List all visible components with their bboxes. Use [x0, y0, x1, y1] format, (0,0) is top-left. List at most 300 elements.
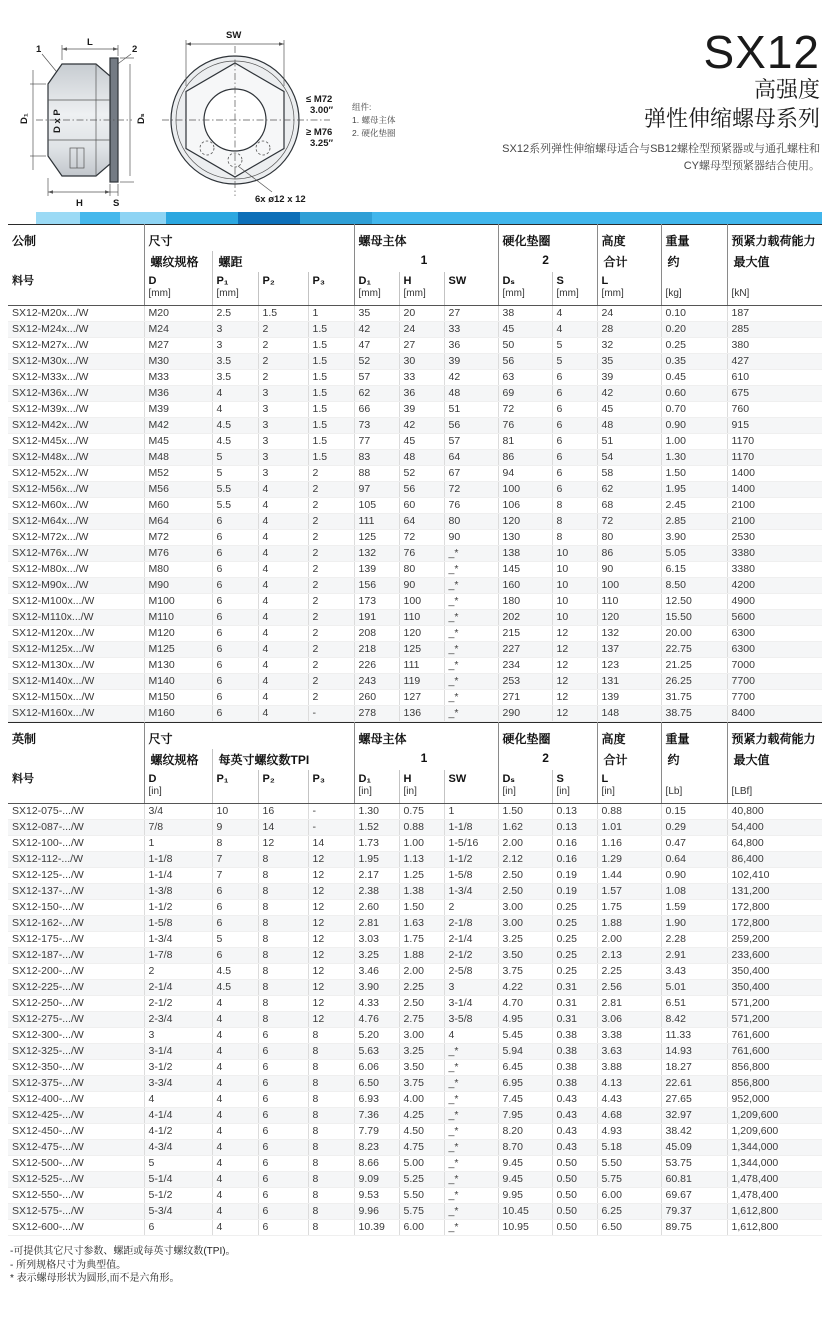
table-cell: M64	[144, 514, 212, 530]
table-cell: SX12-M36x.../W	[8, 386, 144, 402]
col-D: D [mm]	[144, 272, 212, 306]
table-cell: 4	[258, 578, 308, 594]
table-cell: 63	[498, 370, 552, 386]
table-cell: 32.97	[661, 1108, 727, 1124]
table-cell: 1.5	[308, 322, 354, 338]
table-cell: 8	[258, 868, 308, 884]
title-block	[425, 0, 830, 212]
table-cell: 2530	[727, 530, 822, 546]
table-cell: 4.68	[597, 1108, 661, 1124]
table-cell: 106	[498, 498, 552, 514]
table-cell: 1.50	[661, 466, 727, 482]
table-cell: 8	[552, 514, 597, 530]
table-cell: 69.67	[661, 1188, 727, 1204]
table-cell: 111	[399, 658, 444, 674]
table-cell: 3.46	[354, 964, 399, 980]
table-row	[8, 594, 822, 610]
table-cell: 2	[308, 594, 354, 610]
table-cell: 14	[258, 820, 308, 836]
table-cell: 0.90	[661, 868, 727, 884]
table-cell: 2	[258, 354, 308, 370]
table-cell: SX12-375-.../W	[8, 1076, 144, 1092]
footnote-1: -可提供其它尺寸参数、螺距或每英寸螺纹数(TPI)。	[10, 1246, 236, 1257]
table-row	[8, 852, 822, 868]
table-cell: 3-1/4	[144, 1044, 212, 1060]
table-cell: 4-1/4	[144, 1108, 212, 1124]
table-cell: 76	[399, 546, 444, 562]
col-D: D [in]	[144, 770, 212, 804]
table-cell: 111	[354, 514, 399, 530]
table-cell: 6.93	[354, 1092, 399, 1108]
table-cell: 2	[308, 482, 354, 498]
table-cell: _*	[444, 1124, 498, 1140]
table-cell: 1.5	[308, 434, 354, 450]
col-D1: D₁ [mm]	[354, 272, 399, 306]
table-cell: 7.45	[498, 1092, 552, 1108]
table-cell: 24	[399, 322, 444, 338]
table-cell: 5	[212, 932, 258, 948]
sub-approx: 约	[661, 251, 727, 272]
table-cell: 72	[399, 530, 444, 546]
table-cell: _*	[444, 1092, 498, 1108]
table-cell: 136	[399, 706, 444, 722]
table-cell: 0.47	[661, 836, 727, 852]
table-cell: 51	[444, 402, 498, 418]
table-cell: 4	[212, 1012, 258, 1028]
table-row	[8, 1140, 822, 1156]
table-row	[8, 1076, 822, 1092]
callout-1-label: 1	[36, 44, 42, 55]
table-cell: 6	[212, 626, 258, 642]
dim-H-label: H	[76, 198, 83, 209]
table-cell: 4	[212, 1220, 258, 1236]
table-cell: 1.5	[308, 402, 354, 418]
table-cell: 856,800	[727, 1076, 822, 1092]
table-cell: 12	[308, 916, 354, 932]
table-cell: 4.5	[212, 964, 258, 980]
table-cell: SX12-M125x.../W	[8, 642, 144, 658]
table-cell: 10.39	[354, 1220, 399, 1236]
table-cell: M80	[144, 562, 212, 578]
col-Ds: Dₛ [mm]	[498, 272, 552, 306]
table-cell: 8	[258, 948, 308, 964]
table-cell: 8.70	[498, 1140, 552, 1156]
table-cell: 47	[354, 338, 399, 354]
table-row	[8, 450, 822, 466]
table-cell: 120	[597, 610, 661, 626]
table-cell: 6	[212, 594, 258, 610]
table-cell: -	[308, 804, 354, 820]
table-cell: 0.50	[552, 1220, 597, 1236]
table-cell: 80	[444, 514, 498, 530]
side-view	[19, 37, 147, 209]
table-cell: 9.09	[354, 1172, 399, 1188]
table-cell: 125	[354, 530, 399, 546]
table-cell: 3	[144, 1028, 212, 1044]
table-cell: 15.50	[661, 610, 727, 626]
table-cell: SX12-M30x.../W	[8, 354, 144, 370]
table-cell: 56	[444, 418, 498, 434]
table-cell: SX12-M48x.../W	[8, 450, 144, 466]
table-cell: 610	[727, 370, 822, 386]
table-cell: 5.75	[597, 1172, 661, 1188]
table-cell: 94	[498, 466, 552, 482]
table-row	[8, 1012, 822, 1028]
table-cell: 6.06	[354, 1060, 399, 1076]
table-cell: 4.33	[354, 996, 399, 1012]
table-cell: 1.13	[399, 852, 444, 868]
sub-thread-spec: 螺纹规格	[144, 749, 212, 770]
table-cell: 54,400	[727, 820, 822, 836]
table-cell: 5.5	[212, 498, 258, 514]
table-cell: _*	[444, 610, 498, 626]
table-cell: 9.45	[498, 1172, 552, 1188]
table-cell: 10	[212, 804, 258, 820]
table-cell: 10.95	[498, 1220, 552, 1236]
table-cell: 130	[498, 530, 552, 546]
table-cell: SX12-112-.../W	[8, 852, 144, 868]
table-cell: 4	[258, 514, 308, 530]
table-cell: M60	[144, 498, 212, 514]
table-cell: 2	[308, 530, 354, 546]
sub-total: 合计	[597, 251, 661, 272]
table-cell: 2	[308, 578, 354, 594]
table-cell: 4	[258, 546, 308, 562]
table-cell: -	[308, 706, 354, 722]
table-cell: 2.17	[354, 868, 399, 884]
table-row	[8, 530, 822, 546]
table-cell: 259,200	[727, 932, 822, 948]
table-cell: 6	[212, 884, 258, 900]
holes-note: 6x ø12 x 12	[255, 194, 306, 205]
table-cell: 2.5	[212, 306, 258, 322]
table-cell: 48	[444, 386, 498, 402]
table-cell: 4	[258, 562, 308, 578]
imperial-table-body	[8, 804, 822, 1236]
table-cell: 1400	[727, 482, 822, 498]
table-cell: SX12-475-.../W	[8, 1140, 144, 1156]
table-row	[8, 804, 822, 820]
table-cell: 119	[399, 674, 444, 690]
table-cell: 1-1/2	[444, 852, 498, 868]
table-cell: 1.01	[597, 820, 661, 836]
table-cell: 0.15	[661, 804, 727, 820]
table-row	[8, 386, 822, 402]
table-cell: 12	[308, 868, 354, 884]
table-cell: SX12-M72x.../W	[8, 530, 144, 546]
table-cell: 380	[727, 338, 822, 354]
table-cell: 139	[597, 690, 661, 706]
size-note-ge: ≥ M76	[306, 127, 333, 138]
size-note-le-inch: 3.00″	[310, 105, 334, 116]
table-row	[8, 1172, 822, 1188]
col-P1: P₁ [mm]	[212, 272, 258, 306]
table-cell: 253	[498, 674, 552, 690]
table-cell: 52	[399, 466, 444, 482]
table-cell: 202	[498, 610, 552, 626]
table-cell: 2.28	[661, 932, 727, 948]
table-cell: 27	[399, 338, 444, 354]
table-row	[8, 658, 822, 674]
table-cell: 8	[258, 900, 308, 916]
table-cell: 6	[258, 1172, 308, 1188]
table-cell: 68	[597, 498, 661, 514]
table-cell: 285	[727, 322, 822, 338]
table-cell: 8	[308, 1140, 354, 1156]
table-cell: 76	[498, 418, 552, 434]
table-cell: M120	[144, 626, 212, 642]
table-cell: 6.00	[597, 1188, 661, 1204]
table-cell: 2.50	[498, 868, 552, 884]
table-cell: _*	[444, 578, 498, 594]
table-cell: 1.30	[661, 450, 727, 466]
table-cell: 60.81	[661, 1172, 727, 1188]
table-cell: 5	[212, 466, 258, 482]
table-cell: 100	[597, 578, 661, 594]
table-row	[8, 370, 822, 386]
table-cell: 2.12	[498, 852, 552, 868]
col-kN: [kN]	[727, 272, 822, 306]
table-cell: M42	[144, 418, 212, 434]
table-cell: 6	[258, 1108, 308, 1124]
col-S: S [mm]	[552, 272, 597, 306]
table-cell: SX12-600-.../W	[8, 1220, 144, 1236]
legend-item-1: 1. 螺母主体	[352, 115, 396, 125]
table-cell: 12	[308, 948, 354, 964]
table-cell: 8	[308, 1108, 354, 1124]
subtitle-line1: 高强度	[753, 77, 820, 103]
table-cell: 3	[258, 386, 308, 402]
table-cell: SX12-M160x.../W	[8, 706, 144, 722]
table-cell: 54	[597, 450, 661, 466]
table-cell: _*	[444, 1108, 498, 1124]
table-cell: 1.57	[597, 884, 661, 900]
table-cell: _*	[444, 1188, 498, 1204]
table-cell: 8	[258, 1012, 308, 1028]
table-cell: 0.35	[661, 354, 727, 370]
table-cell: SX12-M120x.../W	[8, 626, 144, 642]
table-cell: 20.00	[661, 626, 727, 642]
group-preload: 预紧力载荷能力	[727, 723, 822, 750]
table-row	[8, 626, 822, 642]
col-partno: 料号	[8, 272, 144, 306]
table-cell: 4	[444, 1028, 498, 1044]
table-cell: 3.63	[597, 1044, 661, 1060]
table-row	[8, 1204, 822, 1220]
table-cell: 0.38	[552, 1028, 597, 1044]
table-row	[8, 434, 822, 450]
table-cell: 0.43	[552, 1092, 597, 1108]
table-row	[8, 1060, 822, 1076]
table-cell: 3-5/8	[444, 1012, 498, 1028]
table-cell: 1.59	[661, 900, 727, 916]
table-cell: 86	[597, 546, 661, 562]
table-cell: M130	[144, 658, 212, 674]
table-cell: _*	[444, 1220, 498, 1236]
col-P1: P₁	[212, 770, 258, 804]
table-cell: 6	[258, 1140, 308, 1156]
table-cell: SX12-325-.../W	[8, 1044, 144, 1060]
table-cell: 2.81	[597, 996, 661, 1012]
table-cell: 2-1/2	[144, 996, 212, 1012]
table-cell: 8	[258, 884, 308, 900]
table-cell: M56	[144, 482, 212, 498]
table-cell: 5.50	[399, 1188, 444, 1204]
table-cell: 6	[258, 1060, 308, 1076]
table-cell: 2-1/4	[144, 980, 212, 996]
table-row	[8, 498, 822, 514]
table-cell: 64	[444, 450, 498, 466]
table-cell: 4	[258, 482, 308, 498]
table-cell: 6	[552, 370, 597, 386]
table-cell: 36	[444, 338, 498, 354]
table-cell: 0.75	[399, 804, 444, 820]
sub-one: 1	[354, 749, 498, 770]
table-cell: 1.90	[661, 916, 727, 932]
table-cell: 2	[308, 626, 354, 642]
table-cell: 3.00	[399, 1028, 444, 1044]
table-cell: 10	[552, 546, 597, 562]
product-title: SX12	[703, 26, 820, 78]
table-row	[8, 354, 822, 370]
table-row	[8, 418, 822, 434]
table-cell: 30	[399, 354, 444, 370]
table-cell: 1.16	[597, 836, 661, 852]
table-cell: 0.50	[552, 1188, 597, 1204]
table-cell: SX12-M39x.../W	[8, 402, 144, 418]
table-cell: 1,612,800	[727, 1204, 822, 1220]
table-cell: 1-3/4	[444, 884, 498, 900]
table-cell: 1	[308, 306, 354, 322]
table-cell: 127	[399, 690, 444, 706]
table-cell: 761,600	[727, 1044, 822, 1060]
table-cell: 1,612,800	[727, 1220, 822, 1236]
section-label: 英制	[12, 732, 37, 746]
table-cell: 3380	[727, 562, 822, 578]
col-partno: 料号	[8, 770, 144, 804]
table-cell: 58	[597, 466, 661, 482]
table-cell: 6	[258, 1220, 308, 1236]
table-cell: 1.75	[399, 932, 444, 948]
table-cell: 1	[144, 836, 212, 852]
table-cell: SX12-150-.../W	[8, 900, 144, 916]
table-cell: M125	[144, 642, 212, 658]
section-label: 公制	[12, 234, 37, 248]
table-row	[8, 306, 822, 322]
table-cell: 7.95	[498, 1108, 552, 1124]
table-cell: 2	[308, 674, 354, 690]
table-cell: 218	[354, 642, 399, 658]
table-cell: 28	[597, 322, 661, 338]
table-cell: 8	[258, 996, 308, 1012]
table-cell: 12	[308, 884, 354, 900]
table-cell: 4	[258, 498, 308, 514]
table-cell: 4.95	[498, 1012, 552, 1028]
table-row	[8, 1220, 822, 1236]
table-cell: 2	[308, 546, 354, 562]
table-row	[8, 466, 822, 482]
table-cell: 1.00	[399, 836, 444, 852]
table-cell: 2.85	[661, 514, 727, 530]
table-cell: 6	[212, 642, 258, 658]
col-Ds: Dₛ [in]	[498, 770, 552, 804]
table-cell: 1.00	[661, 434, 727, 450]
table-cell: 125	[399, 642, 444, 658]
table-row	[8, 514, 822, 530]
table-cell: 8	[308, 1092, 354, 1108]
table-cell: 10	[552, 610, 597, 626]
table-cell: M27	[144, 338, 212, 354]
table-cell: 145	[498, 562, 552, 578]
table-cell: 6	[212, 948, 258, 964]
table-cell: 0.50	[552, 1156, 597, 1172]
table-cell: 0.19	[552, 884, 597, 900]
metric-table-header	[8, 225, 822, 306]
table-cell: M140	[144, 674, 212, 690]
table-cell: 172,800	[727, 916, 822, 932]
table-cell: 88	[354, 466, 399, 482]
table-cell: 137	[597, 642, 661, 658]
table-row	[8, 1092, 822, 1108]
table-cell: 6.00	[399, 1220, 444, 1236]
table-cell: 10	[552, 562, 597, 578]
sub-max: 最大值	[727, 251, 822, 272]
table-cell: 4	[212, 1076, 258, 1092]
table-cell: 120	[498, 514, 552, 530]
table-cell: SX12-M24x.../W	[8, 322, 144, 338]
description-line1: SX12系列弹性伸缩螺母适合与SB12螺栓型预紧器或与通孔螺柱和	[502, 143, 820, 156]
table-cell: 0.38	[552, 1076, 597, 1092]
sub-two: 2	[498, 251, 597, 272]
table-row	[8, 836, 822, 852]
table-cell: 8	[258, 916, 308, 932]
table-cell: 427	[727, 354, 822, 370]
table-cell: 172,800	[727, 900, 822, 916]
table-cell: 4	[212, 402, 258, 418]
table-cell: 271	[498, 690, 552, 706]
table-cell: SX12-450-.../W	[8, 1124, 144, 1140]
table-cell: 11.33	[661, 1028, 727, 1044]
imperial-table	[8, 722, 822, 1236]
table-cell: 6	[258, 1028, 308, 1044]
table-cell: 0.10	[661, 306, 727, 322]
table-cell: 1-5/16	[444, 836, 498, 852]
col-kg: [kg]	[661, 272, 727, 306]
table-cell: 6.95	[498, 1076, 552, 1092]
table-cell: 12	[552, 706, 597, 722]
table-cell: M45	[144, 434, 212, 450]
dim-Ds-label: Dₛ	[136, 113, 147, 124]
table-cell: 4	[258, 690, 308, 706]
table-cell: 10.45	[498, 1204, 552, 1220]
table-cell: 4	[212, 1204, 258, 1220]
table-cell: 4.43	[597, 1092, 661, 1108]
table-cell: 12	[552, 674, 597, 690]
table-cell: 675	[727, 386, 822, 402]
table-cell: SX12-300-.../W	[8, 1028, 144, 1044]
table-cell: 6	[212, 706, 258, 722]
table-cell: 38.42	[661, 1124, 727, 1140]
table-cell: 0.20	[661, 322, 727, 338]
table-cell: _*	[444, 1076, 498, 1092]
table-cell: 73	[354, 418, 399, 434]
table-cell: 6300	[727, 626, 822, 642]
product-description	[425, 141, 820, 174]
table-cell: 8	[258, 980, 308, 996]
table-cell: 6	[212, 610, 258, 626]
table-cell: 6	[258, 1188, 308, 1204]
col-P3: P₃	[308, 272, 354, 306]
